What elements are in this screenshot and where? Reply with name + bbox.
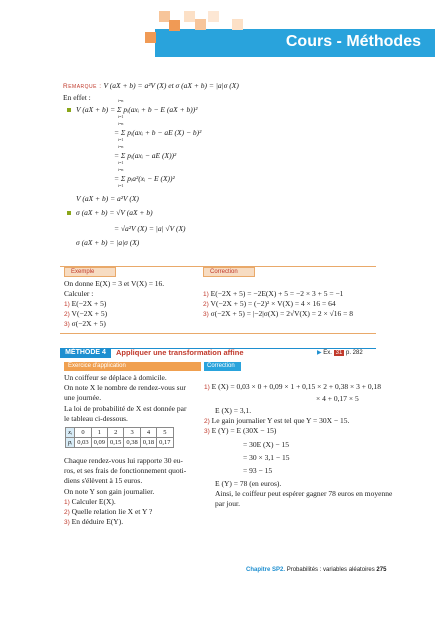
sum-bottom: i=1 bbox=[118, 137, 124, 142]
correction2-line-6: = 30 × 3,1 − 15 bbox=[243, 453, 290, 462]
sum-top: i=n bbox=[118, 144, 124, 149]
bullet-icon bbox=[67, 108, 71, 112]
sum-top: i=n bbox=[118, 121, 124, 126]
correction1-item-2: 2) V(−2X + 5) = (−2)² × V(X) = 4 × 16 = 64 bbox=[203, 299, 336, 308]
table-cell: 2 bbox=[108, 428, 124, 438]
example-intro: On donne E(X) = 3 et V(X) = 16. bbox=[64, 279, 165, 288]
table-cell: 0,38 bbox=[124, 438, 140, 448]
table-cell: 1 bbox=[91, 428, 107, 438]
derivation-line-1: V (aX + b) = Σ pᵢ(axᵢ + b − E (aX + b))² bbox=[76, 105, 198, 114]
exercise-tag: Exercice d'application bbox=[64, 362, 201, 371]
correction2-line-9: Ainsi, le coiffeur peut espérer gagner 78 euros en moyenne bbox=[215, 489, 393, 498]
correction2-line-1b: × 4 + 0,17 × 5 bbox=[316, 394, 359, 403]
exercise-item-3: 3) En déduire E(Y). bbox=[64, 517, 124, 526]
exercise-paragraph-2: Chaque rendez-vous lui rapporte 30 eu- ros, et ses frais de fonctionnement quoti- diens s'élèvent à 15 euros. On note Y son gain journalier. bbox=[64, 456, 187, 496]
example-item-1: 1) E(−2X + 5) bbox=[64, 299, 107, 308]
sum-bottom: i=1 bbox=[118, 114, 124, 119]
correction2-line-2: E (X) = 3,1. bbox=[215, 406, 252, 415]
exercise-item-2: 2) Quelle relation lie X et Y ? bbox=[64, 507, 153, 516]
correction1-item-3: 3) σ(−2X + 5) = |−2|σ(X) = 2√V(X) = 2 × √16 = 8 bbox=[203, 309, 353, 318]
table-cell: xᵢ bbox=[66, 428, 75, 438]
footer-chapter: Chapitre SP2. bbox=[246, 567, 286, 573]
correction2-line-8: E (Y) = 78 (en euros). bbox=[215, 479, 282, 488]
method-tag: MÉTHODE 4 bbox=[60, 348, 111, 358]
remark-en-effet: En effet : bbox=[63, 93, 91, 102]
exercise-paragraph-1: Un coiffeur se déplace à domicile. On note X le nombre de rendez-vous sur une journée. La loi de probabilité de X est donnée par le tableau ci-dessous. bbox=[64, 373, 187, 423]
footer-subject: Probabilités : variables aléatoires bbox=[286, 567, 375, 573]
derivation-line-7: = √a²V (X) = |a| √V (X) bbox=[114, 224, 186, 233]
deco-square bbox=[169, 20, 180, 31]
derivation-line-2: = Σ pᵢ(axᵢ + b − aE (X) − b)² bbox=[114, 128, 202, 137]
correction2-line-10: par jour. bbox=[215, 499, 240, 508]
exercise-item-1: 1) Calculer E(X). bbox=[64, 497, 116, 506]
table-row bbox=[66, 438, 174, 448]
table-cell: 0,15 bbox=[108, 438, 124, 448]
table-cell: 0,18 bbox=[140, 438, 156, 448]
derivation-line-4: = Σ pᵢa²(xᵢ − E (X))² bbox=[114, 174, 175, 183]
correction2-line-3: 2) Le gain journalier Y est tel que Y = 30X − 15. bbox=[204, 416, 350, 425]
table-cell: pᵢ bbox=[66, 438, 75, 448]
table-row bbox=[66, 428, 174, 438]
table-cell: 0,03 bbox=[75, 438, 91, 448]
arrow-right-icon: ▶ bbox=[317, 350, 322, 356]
table-cell: 0,09 bbox=[91, 438, 107, 448]
bullet-icon bbox=[67, 211, 71, 215]
example-item-3: 3) σ(−2X + 5) bbox=[64, 319, 106, 328]
deco-square bbox=[208, 11, 219, 22]
table-cell: 0 bbox=[75, 428, 91, 438]
page-number: 275 bbox=[376, 567, 387, 573]
page-title: Cours - Méthodes bbox=[285, 33, 421, 50]
derivation-line-5: V (aX + b) = a²V (X) bbox=[76, 194, 139, 203]
example-item-2: 2) V(−2X + 5) bbox=[64, 309, 108, 318]
example-calc: Calculer : bbox=[64, 289, 94, 298]
sum-top: i=n bbox=[118, 167, 124, 172]
correction2-line-4: 3) E (Y) = E (30X − 15) bbox=[204, 426, 277, 435]
remark-statement: Remarque : V (aX + b) = a²V (X) et σ (aX + b) = |a|σ (X) bbox=[63, 81, 239, 90]
probability-table bbox=[65, 427, 174, 448]
sum-top: i=n bbox=[118, 98, 124, 103]
derivation-line-3: = Σ pᵢ(axᵢ − aE (X))² bbox=[114, 151, 177, 160]
sum-bottom: i=1 bbox=[118, 160, 124, 165]
method-title: Appliquer une transformation affine bbox=[116, 348, 244, 357]
correction2-line-5: = 30E (X) − 15 bbox=[243, 440, 289, 449]
method-ref[interactable]: ▶ Ex. 31 p. 282 bbox=[317, 350, 363, 356]
derivation-line-8: σ (aX + b) = |a|σ (X) bbox=[76, 238, 140, 247]
example-tag: Exemple bbox=[64, 267, 116, 277]
deco-square bbox=[184, 11, 195, 22]
correction2-line-1: 1) E (X) = 0,03 × 0 + 0,09 × 1 + 0,15 × 2 + 0,38 × 3 + 0,18 bbox=[204, 382, 381, 391]
correction2-tag: Correction bbox=[204, 362, 241, 371]
sum-bottom: i=1 bbox=[118, 183, 124, 188]
derivation-line-6: σ (aX + b) = √V (aX + b) bbox=[76, 208, 153, 217]
footer bbox=[246, 567, 386, 573]
correction2-line-7: = 93 − 15 bbox=[243, 466, 273, 475]
deco-square bbox=[145, 32, 156, 43]
deco-square bbox=[195, 19, 206, 30]
table-cell: 5 bbox=[157, 428, 173, 438]
table-cell: 4 bbox=[140, 428, 156, 438]
table-cell: 0,17 bbox=[157, 438, 173, 448]
correction1-item-1: 1) E(−2X + 5) = −2E(X) + 5 = −2 × 3 + 5 = −1 bbox=[203, 289, 344, 298]
deco-square bbox=[232, 19, 243, 30]
table-cell: 3 bbox=[124, 428, 140, 438]
correction-tag: Correction bbox=[203, 267, 255, 277]
